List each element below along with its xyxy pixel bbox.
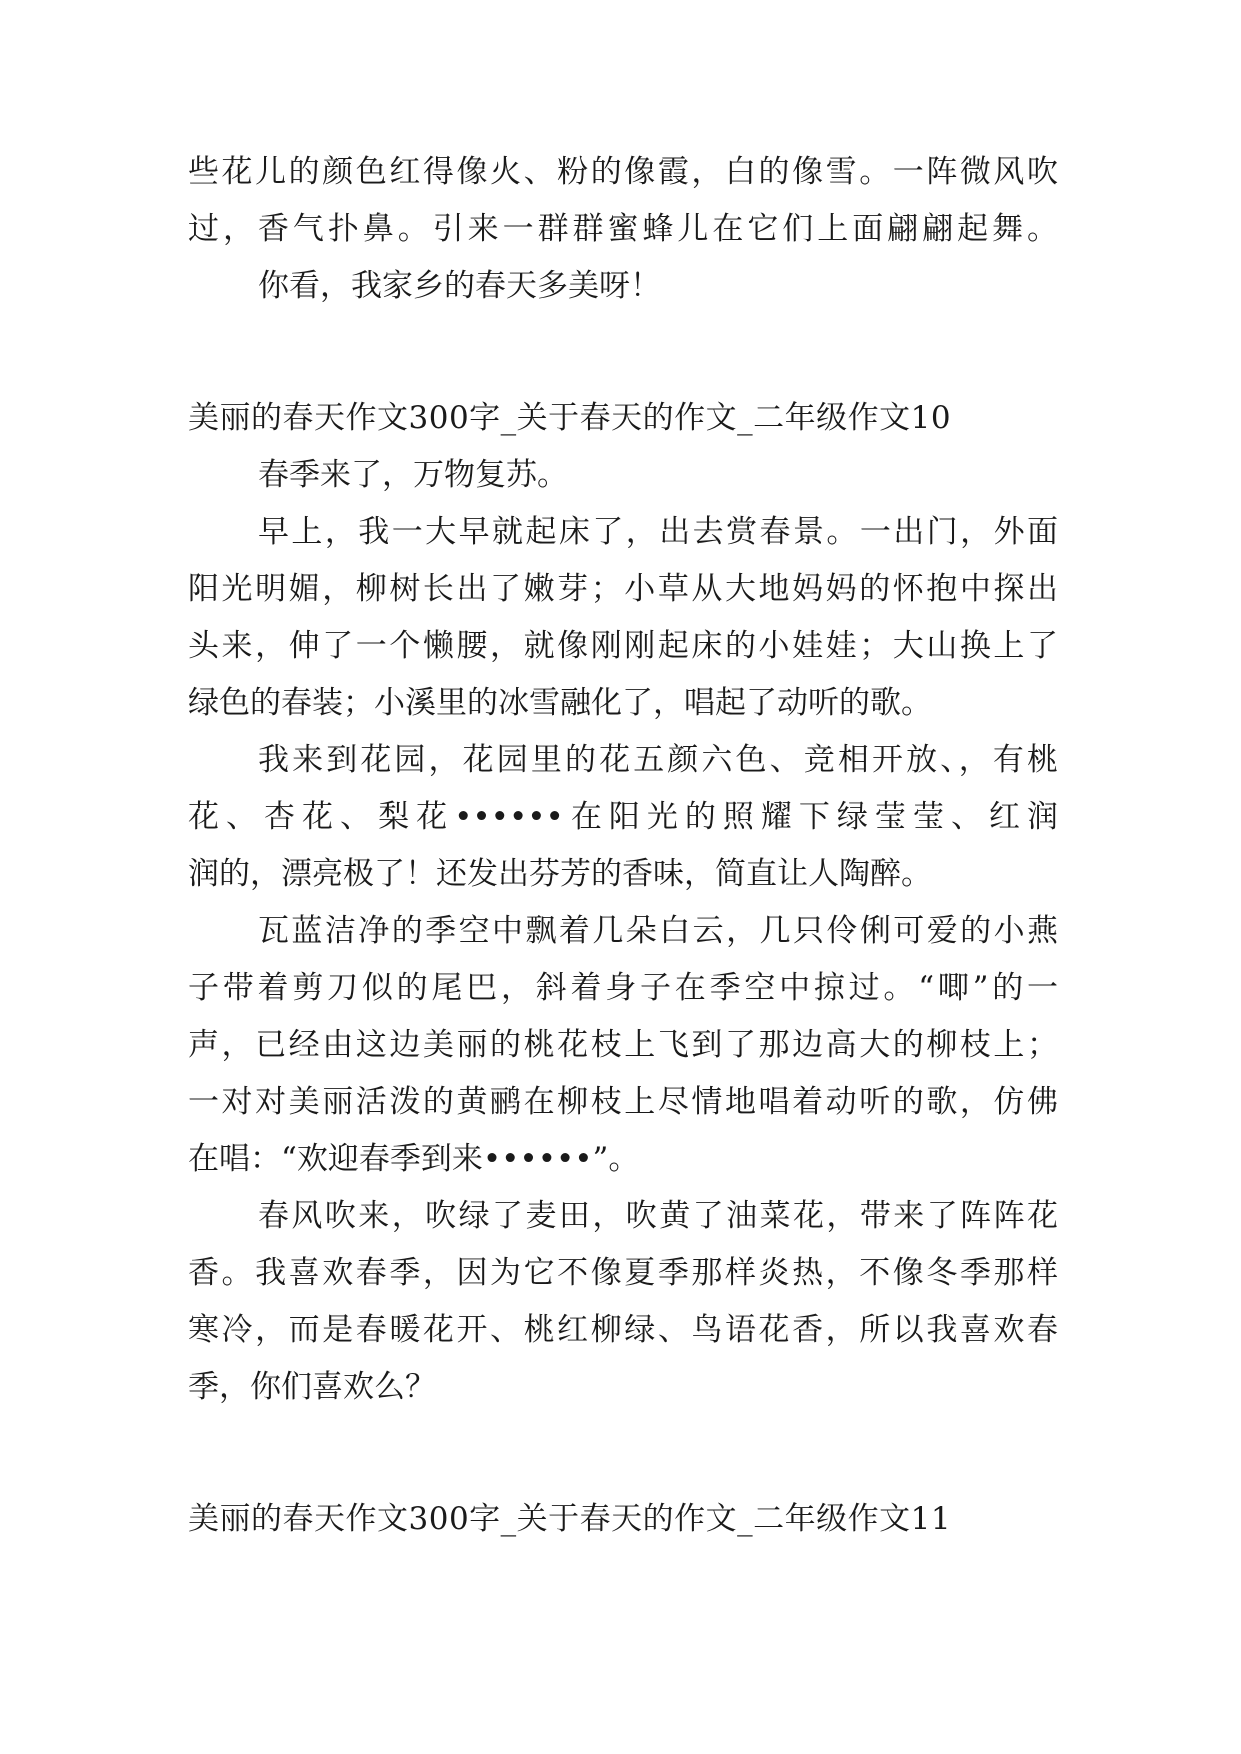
text-line: 过，香气扑鼻。引来一群群蜜蜂儿在它们上面翩翩起舞。	[188, 211, 1058, 247]
text-line: 在唱：“欢迎春季到来••••••”。	[188, 1141, 640, 1177]
text-line: 头来，伸了一个懒腰，就像刚刚起床的小娃娃；大山换上了	[188, 628, 1058, 664]
text-line: 香。我喜欢春季，因为它不像夏季那样炎热，不像冬季那样	[188, 1255, 1058, 1291]
text-line: 我来到花园，花园里的花五颜六色、竞相开放、，有桃	[258, 742, 1058, 778]
text-line: 绿色的春装；小溪里的冰雪融化了，唱起了动听的歌。	[188, 685, 932, 721]
text-line: 季，你们喜欢么？	[188, 1369, 436, 1405]
text-line: 春季来了，万物复苏。	[258, 457, 568, 493]
text-line: 一对对美丽活泼的黄鹂在柳枝上尽情地唱着动听的歌，仿佛	[188, 1084, 1058, 1120]
section-heading: 美丽的春天作文300字_关于春天的作文_二年级作文11	[188, 1501, 952, 1537]
text-line: 些花儿的颜色红得像火、粉的像霞，白的像雪。一阵微风吹	[188, 154, 1058, 190]
text-line: 寒冷，而是春暖花开、桃红柳绿、鸟语花香，所以我喜欢春	[188, 1312, 1058, 1348]
text-line: 子带着剪刀似的尾巴，斜着身子在季空中掠过。“唧”的一	[188, 970, 1058, 1006]
text-line: 花、杏花、梨花••••••在阳光的照耀下绿莹莹、红润	[188, 799, 1058, 835]
text-line: 声，已经由这边美丽的桃花枝上飞到了那边高大的柳枝上；	[188, 1027, 1058, 1063]
text-line: 春风吹来，吹绿了麦田，吹黄了油菜花，带来了阵阵花	[258, 1198, 1058, 1234]
text-line: 你看，我家乡的春天多美呀！	[258, 268, 661, 304]
text-line: 早上，我一大早就起床了，出去赏春景。一出门，外面	[258, 514, 1058, 550]
text-line: 阳光明媚，柳树长出了嫩芽；小草从大地妈妈的怀抱中探出	[188, 571, 1058, 607]
section-heading: 美丽的春天作文300字_关于春天的作文_二年级作文10	[188, 400, 952, 436]
text-line: 润的，漂亮极了！还发出芬芳的香味，简直让人陶醉。	[188, 856, 932, 892]
text-line: 瓦蓝洁净的季空中飘着几朵白云，几只伶俐可爱的小燕	[258, 913, 1058, 949]
